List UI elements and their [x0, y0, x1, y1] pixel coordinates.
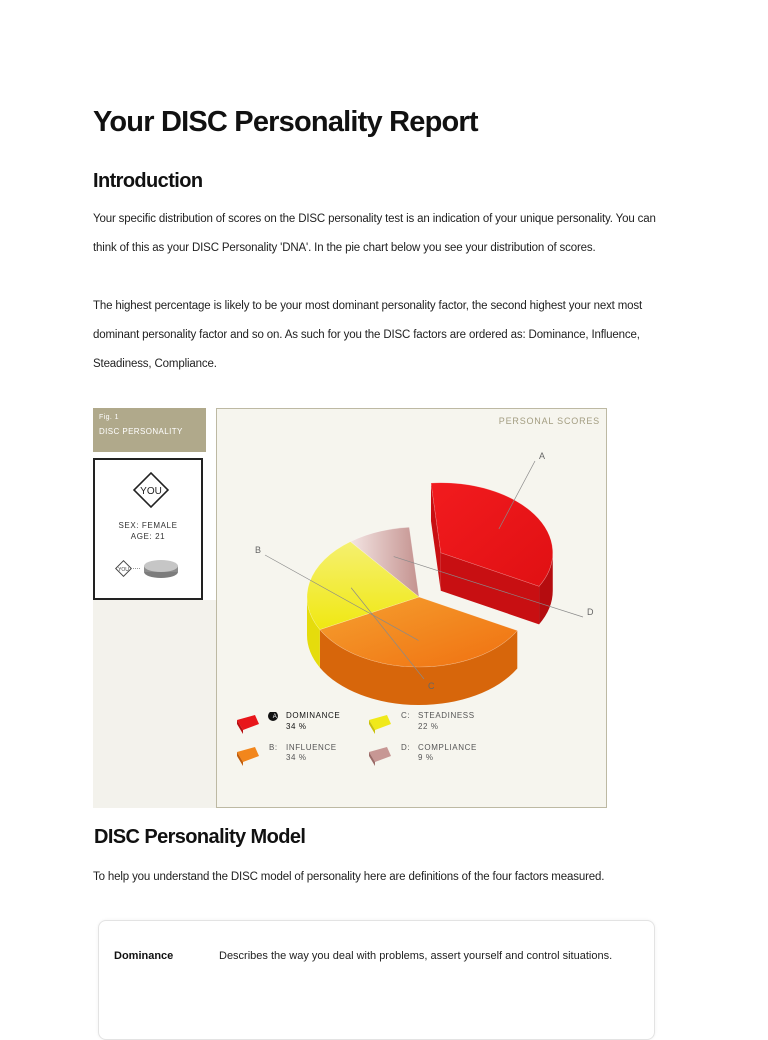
- callout-label-dominance: A: [539, 451, 546, 461]
- legend-prefix-b: B:: [269, 743, 278, 752]
- intro-paragraph-line: dominant personality factor and so on. As such for you the DISC factors are ordered as: Dominance, Influence,: [93, 329, 640, 341]
- legend-swatch-dominance: [237, 715, 259, 734]
- model-heading: DISC Personality Model: [94, 826, 306, 848]
- definition-text: Describes the way you deal with problems, assert yourself and control situations.: [219, 950, 613, 962]
- legend-swatch-influence: [237, 747, 259, 766]
- legend-value-steadiness: 22 %: [418, 722, 439, 731]
- legend-value-dominance: 34 %: [286, 722, 307, 731]
- introduction-heading: Introduction: [93, 170, 203, 192]
- chart-legend: [235, 712, 605, 772]
- you-small-label: YOU: [118, 567, 129, 573]
- legend-swatch-compliance: [369, 747, 391, 766]
- sex-value: SEX: FEMALE: [118, 521, 178, 530]
- definition-term: Dominance: [114, 950, 174, 962]
- callout-label-influence: B: [255, 545, 262, 555]
- age-value: AGE: 21: [130, 532, 166, 541]
- page-title: Your DISC Personality Report: [93, 106, 478, 138]
- profile-box: [93, 458, 203, 600]
- model-intro: To help you understand the DISC model of personality here are definitions of the four factors measured.: [93, 871, 605, 883]
- legend-prefix-a: A: [272, 714, 278, 720]
- callout-label-compliance: D: [587, 607, 594, 617]
- figure-caption: [93, 408, 206, 452]
- legend-value-influence: 34 %: [286, 753, 307, 762]
- definitions-table: [98, 920, 655, 1040]
- figure-background: [93, 600, 217, 808]
- legend-prefix-c: C:: [401, 711, 411, 720]
- intro-paragraph-line: think of this as your DISC Personality 'DNA'. In the pie chart below you see your distribution of scores.: [93, 242, 596, 254]
- intro-paragraph-line: Steadiness, Compliance.: [93, 358, 217, 370]
- intro-paragraph-line: The highest percentage is likely to be your most dominant personality factor, the second highest your next most: [93, 300, 643, 312]
- mini-pie-icon: [111, 556, 181, 582]
- callout-label-steadiness: C: [428, 681, 435, 691]
- figure-number: Fig. 1: [99, 414, 119, 421]
- legend-prefix-d: D:: [401, 743, 411, 752]
- legend-swatch-steadiness: [369, 715, 391, 734]
- legend-name-steadiness: STEADINESS: [418, 711, 475, 720]
- legend-name-compliance: COMPLIANCE: [418, 743, 477, 752]
- legend-name-dominance: DOMINANCE: [286, 711, 341, 720]
- legend-value-compliance: 9 %: [418, 753, 434, 762]
- chart-title: PERSONAL SCORES: [498, 416, 600, 426]
- intro-paragraph-line: Your specific distribution of scores on the DISC personality test is an indication of your unique personality. You can: [93, 213, 656, 225]
- you-label: YOU: [140, 486, 162, 497]
- legend-name-influence: INFLUENCE: [286, 743, 337, 752]
- figure-title: DISC PERSONALITY: [99, 427, 183, 436]
- you-diamond-icon: [131, 470, 171, 510]
